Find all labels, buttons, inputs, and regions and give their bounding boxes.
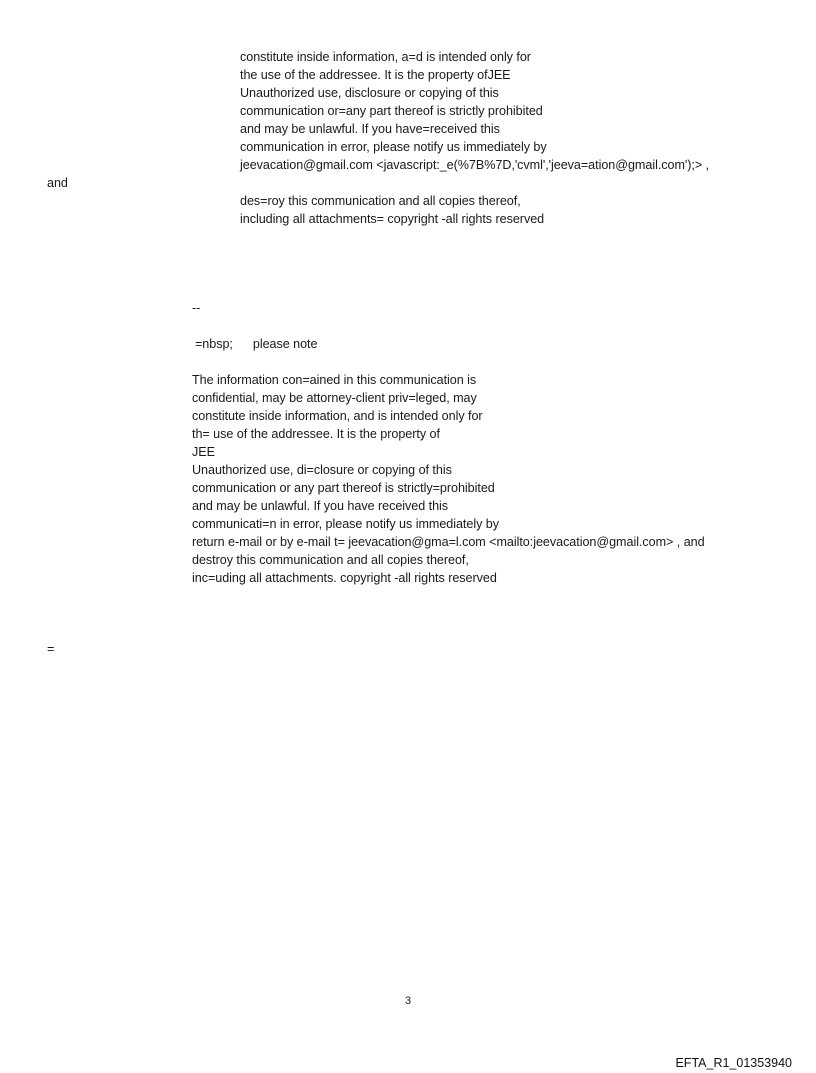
wrapped-margin-word: and bbox=[47, 176, 68, 190]
disclaimer-one-line: des=roy this communication and all copies thereof, bbox=[240, 194, 521, 208]
disclaimer-two-line: Unauthorized use, di=closure or copying of this bbox=[192, 463, 452, 477]
disclaimer-two-line: th= use of the addressee. It is the property of bbox=[192, 427, 440, 441]
disclaimer-one-line: communication or=any part thereof is strictly prohibited bbox=[240, 104, 543, 118]
document-id: EFTA_R1_01353940 bbox=[675, 1056, 792, 1070]
nbsp-artifact: =nbsp; bbox=[195, 337, 233, 351]
disclaimer-one-line: communication in error, please notify us immediately by bbox=[240, 140, 547, 154]
page-number: 3 bbox=[404, 995, 412, 1007]
disclaimer-two-line: JEE bbox=[192, 445, 215, 459]
disclaimer-one-line: the use of the addressee. It is the property ofJEE bbox=[240, 68, 511, 82]
disclaimer-two-line: destroy this communication and all copies thereof, bbox=[192, 553, 469, 567]
disclaimer-one-line: and may be unlawful. If you have=received this bbox=[240, 122, 500, 136]
disclaimer-two-line: The information con=ained in this communication is bbox=[192, 373, 477, 387]
disclaimer-two-line: inc=uding all attachments. copyright -all rights reserved bbox=[192, 571, 497, 585]
please-note-label: please note bbox=[252, 337, 318, 351]
signature-separator: -- bbox=[192, 301, 201, 315]
disclaimer-two-line: communicati=n in error, please notify us immediately by bbox=[192, 517, 499, 531]
trailing-encoding-mark: = bbox=[47, 642, 55, 656]
disclaimer-one-line: Unauthorized use, disclosure or copying of this bbox=[240, 86, 499, 100]
disclaimer-two-email-line: return e-mail or by e-mail t= jeevacation@gma=l.com <mailto:jeevacation@gmail.com> , and bbox=[192, 535, 705, 549]
disclaimer-one-line: including all attachments= copyright -all rights reserved bbox=[240, 212, 545, 226]
disclaimer-two-line: constitute inside information, and is intended only for bbox=[192, 409, 483, 423]
disclaimer-two-line: communication or any part thereof is strictly=prohibited bbox=[192, 481, 495, 495]
disclaimer-two-line: confidential, may be attorney-client priv=leged, may bbox=[192, 391, 477, 405]
please-note-line bbox=[195, 335, 317, 353]
disclaimer-one-email-line: jeevacation@gmail.com <javascript:_e(%7B%7D,'cvml','jeeva=ation@gmail.com');> , bbox=[240, 158, 710, 172]
disclaimer-two-line: and may be unlawful. If you have received this bbox=[192, 499, 449, 513]
disclaimer-one-line: constitute inside information, a=d is intended only for bbox=[240, 50, 531, 64]
